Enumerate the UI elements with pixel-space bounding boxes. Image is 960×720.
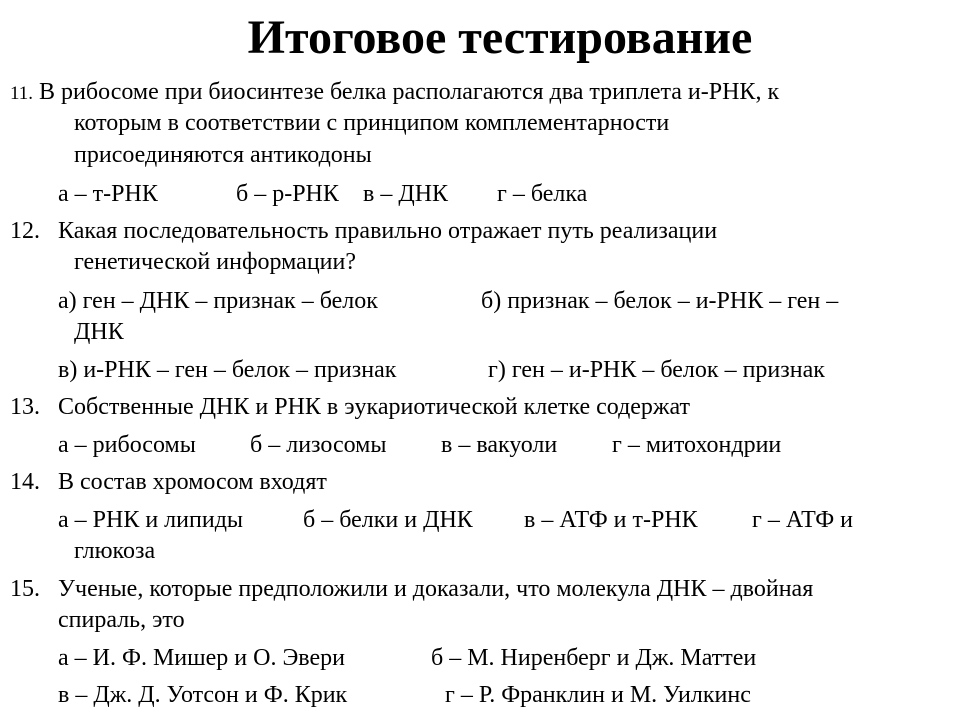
answer-option: в) и-РНК – ген – белок – признак — [58, 357, 397, 383]
question-15 — [10, 574, 40, 604]
question-number: 11. — [10, 83, 34, 104]
question-number: 14. — [10, 469, 40, 495]
question-number: 12. — [10, 218, 40, 244]
question-11 — [10, 77, 779, 109]
answer-option: б – белки и ДНК — [303, 507, 473, 533]
question-13 — [10, 392, 40, 422]
answer-option: б – р-РНК — [236, 181, 339, 207]
answer-option: в – Дж. Д. Уотсон и Ф. Крик — [58, 682, 348, 708]
answer-option: г – белка — [497, 181, 588, 207]
answer-option: г) ген – и-РНК – белок – признак — [488, 357, 825, 383]
answer-option-cont: глюкоза — [74, 538, 156, 564]
answer-option: а – И. Ф. Мишер и О. Эвери — [58, 645, 345, 671]
question-text: Какая последовательность правильно отражает путь реализации — [58, 218, 718, 244]
question-text-cont: спираль, это — [58, 607, 185, 633]
question-text: Собственные ДНК и РНК в эукариотической клетке содержат — [58, 394, 691, 420]
question-text: В рибосоме при биосинтезе белка располагаются два триплета и-РНК, к — [39, 79, 780, 105]
question-number: 13. — [10, 394, 40, 420]
answer-option-cont: ДНК — [74, 319, 124, 345]
answer-option: б – М. Ниренберг и Дж. Маттеи — [431, 645, 757, 671]
question-14 — [10, 467, 40, 497]
question-number: 15. — [10, 576, 40, 602]
answer-option: б – лизосомы — [250, 432, 387, 458]
answer-option: в – АТФ и т-РНК — [524, 507, 698, 533]
question-text-cont: генетической информации? — [74, 249, 356, 275]
answer-option: г – Р. Франклин и М. Уилкинс — [445, 682, 751, 708]
question-text: Ученые, которые предположили и доказали, что молекула ДНК – двойная — [58, 576, 814, 602]
answer-option: б) признак – белок – и-РНК – ген – — [481, 288, 839, 314]
page-title: Итоговое тестирование — [247, 11, 753, 64]
answer-option: в – ДНК — [363, 181, 449, 207]
answer-option: а) ген – ДНК – признак – белок — [58, 288, 378, 314]
question-text-cont: которым в соответствии с принципом комплементарности — [74, 110, 670, 136]
answer-option: в – вакуоли — [441, 432, 558, 458]
answer-option: г – АТФ и — [752, 507, 854, 533]
answer-option: а – т-РНК — [58, 181, 158, 207]
answer-option: а – рибосомы — [58, 432, 196, 458]
answer-option: г – митохондрии — [612, 432, 782, 458]
question-12 — [10, 216, 40, 246]
question-text-cont: присоединяются антикодоны — [74, 142, 372, 168]
question-text: В состав хромосом входят — [58, 469, 327, 495]
answer-option: а – РНК и липиды — [58, 507, 244, 533]
